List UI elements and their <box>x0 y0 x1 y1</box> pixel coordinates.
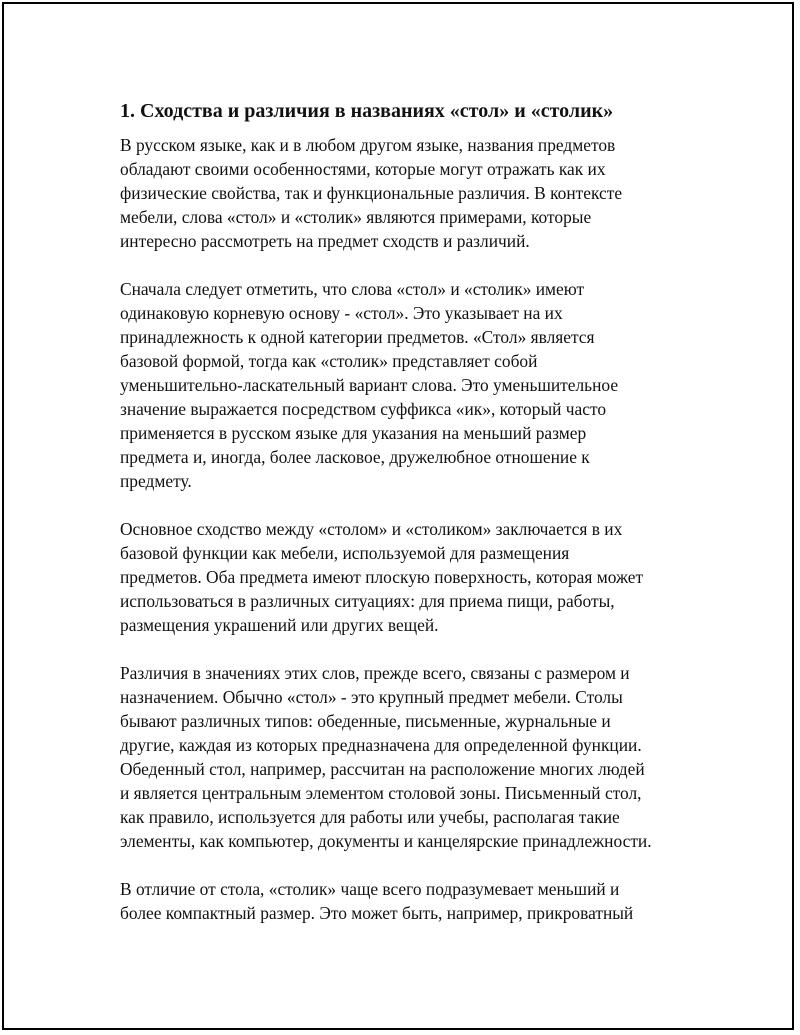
text-line: мебели, слова «стол» и «столик» являются примерами, которые <box>120 207 592 227</box>
text-line: Сначала следует отметить, что слова «стол» и «столик» имеют <box>120 279 585 299</box>
text-line: Основное сходство между «столом» и «столиком» заключается в их <box>120 519 623 539</box>
text-line: размещения украшений или других вещей. <box>120 615 439 635</box>
text-line: назначением. Обычно «стол» - это крупный предмет мебели. Столы <box>120 687 623 707</box>
text-line: базовой функции как мебели, используемой для размещения <box>120 543 570 563</box>
text-line: предметов. Оба предмета имеют плоскую поверхность, которая может <box>120 567 644 587</box>
text-line: предмету. <box>120 471 192 491</box>
text-line: как правило, используется для работы или учебы, располагая такие <box>120 807 620 827</box>
text-line: более компактный размер. Это может быть, например, прикроватный <box>120 903 634 923</box>
text-line: физические свойства, так и функциональные различия. В контексте <box>120 183 623 203</box>
text-line: интересно рассмотреть на предмет сходств и различий. <box>120 231 530 251</box>
text-line: базовой формой, тогда как «столик» представляет собой <box>120 351 538 371</box>
text-line: использоваться в различных ситуациях: для приема пищи, работы, <box>120 591 615 611</box>
paragraph-1 <box>120 133 690 253</box>
document-body <box>120 97 690 949</box>
text-line: Обеденный стол, например, рассчитан на расположение многих людей <box>120 759 645 779</box>
text-line: В русском языке, как и в любом другом языке, названия предметов <box>120 135 616 155</box>
paragraph-2 <box>120 277 690 493</box>
text-line: принадлежность к одной категории предметов. «Стол» является <box>120 327 595 347</box>
page-frame <box>2 2 794 1030</box>
paragraph-4 <box>120 661 690 853</box>
text-line: предмета и, иногда, более ласковое, дружелюбное отношение к <box>120 447 590 467</box>
text-line: значение выражается посредством суффикса «ик», который часто <box>120 399 607 419</box>
text-line: применяется в русском языке для указания на меньший размер <box>120 423 587 443</box>
paragraph-3 <box>120 517 690 637</box>
text-line: уменьшительно-ласкательный вариант слова. Это уменьшительное <box>120 375 619 395</box>
text-line: обладают своими особенностями, которые могут отражать как их <box>120 159 606 179</box>
section-heading: 1. Сходства и различия в названиях «стол» и «столик» <box>120 100 614 122</box>
text-line: Различия в значениях этих слов, прежде всего, связаны с размером и <box>120 663 630 683</box>
text-line: элементы, как компьютер, документы и канцелярские принадлежности. <box>120 831 652 851</box>
text-line: бывают различных типов: обеденные, письменные, журнальные и <box>120 711 611 731</box>
text-line: В отличие от стола, «столик» чаще всего подразумевает меньший и <box>120 879 620 899</box>
text-line: и является центральным элементом столовой зоны. Письменный стол, <box>120 783 642 803</box>
text-line: одинаковую корневую основу - «стол». Это указывает на их <box>120 303 563 323</box>
paragraph-5 <box>120 877 690 925</box>
text-line: другие, каждая из которых предназначена для определенной функции. <box>120 735 642 755</box>
